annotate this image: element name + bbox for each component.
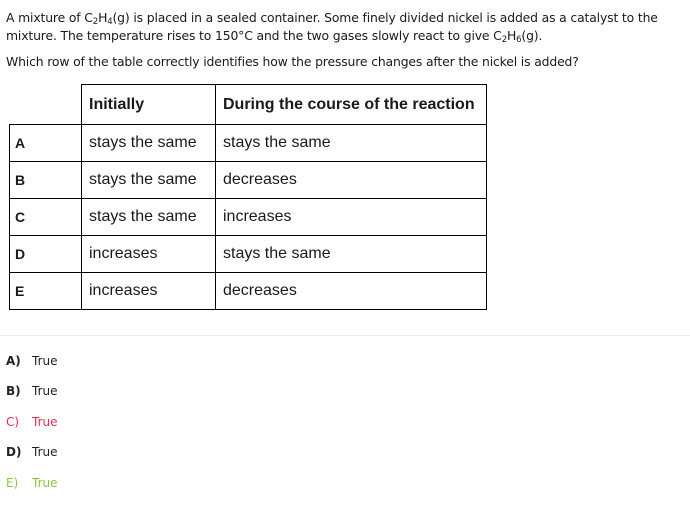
option-c[interactable] — [6, 415, 58, 445]
option-letter: D) — [6, 445, 22, 460]
table-row — [10, 162, 487, 199]
row-during: stays the same — [216, 125, 487, 162]
option-b[interactable] — [6, 384, 58, 414]
row-during: increases — [216, 199, 487, 236]
table-header-during: During the course of the reaction — [216, 85, 487, 125]
option-letter: E) — [6, 475, 19, 490]
row-letter: D — [10, 236, 82, 273]
section-divider — [0, 335, 690, 336]
row-initially: stays the same — [82, 125, 216, 162]
option-letter: A) — [6, 354, 21, 368]
row-letter: B — [10, 162, 82, 199]
question-prompt: Which row of the table correctly identifies how the pressure changes after the nickel is added? — [6, 54, 579, 69]
table-row — [10, 236, 487, 273]
option-a[interactable] — [6, 354, 58, 384]
table-row — [10, 199, 487, 236]
row-initially: increases — [82, 236, 216, 273]
answer-table — [9, 84, 487, 310]
table-corner-cell — [10, 85, 82, 125]
question-text: A mixture of $C_2H_4(g)$ is placed in a sealed container. Some finely divided nickel is added as a catalyst to the mixture. The temperature rises to 150°C and the two gases slowly react to give $C_2H_6(g)$. — [6, 10, 658, 45]
option-text: True — [32, 414, 58, 429]
option-e[interactable] — [6, 476, 58, 506]
option-letter: B) — [6, 384, 21, 399]
option-letter: C) — [6, 414, 20, 429]
table-row — [10, 125, 487, 162]
row-letter: E — [10, 273, 82, 310]
table-header-initially: Initially — [82, 85, 216, 125]
row-letter: C — [10, 199, 82, 236]
row-letter: A — [10, 125, 82, 162]
answer-options — [6, 354, 58, 506]
row-during: stays the same — [216, 236, 487, 273]
row-initially: stays the same — [82, 199, 216, 236]
option-text: True — [32, 445, 58, 460]
option-text: True — [32, 384, 58, 399]
option-text: True — [32, 475, 58, 490]
row-initially: stays the same — [82, 162, 216, 199]
row-initially: increases — [82, 273, 216, 310]
row-during: decreases — [216, 162, 487, 199]
option-d[interactable] — [6, 445, 58, 475]
row-during: decreases — [216, 273, 487, 310]
table-header-row — [10, 85, 487, 125]
table-row — [10, 273, 487, 310]
option-text: True — [32, 354, 58, 368]
